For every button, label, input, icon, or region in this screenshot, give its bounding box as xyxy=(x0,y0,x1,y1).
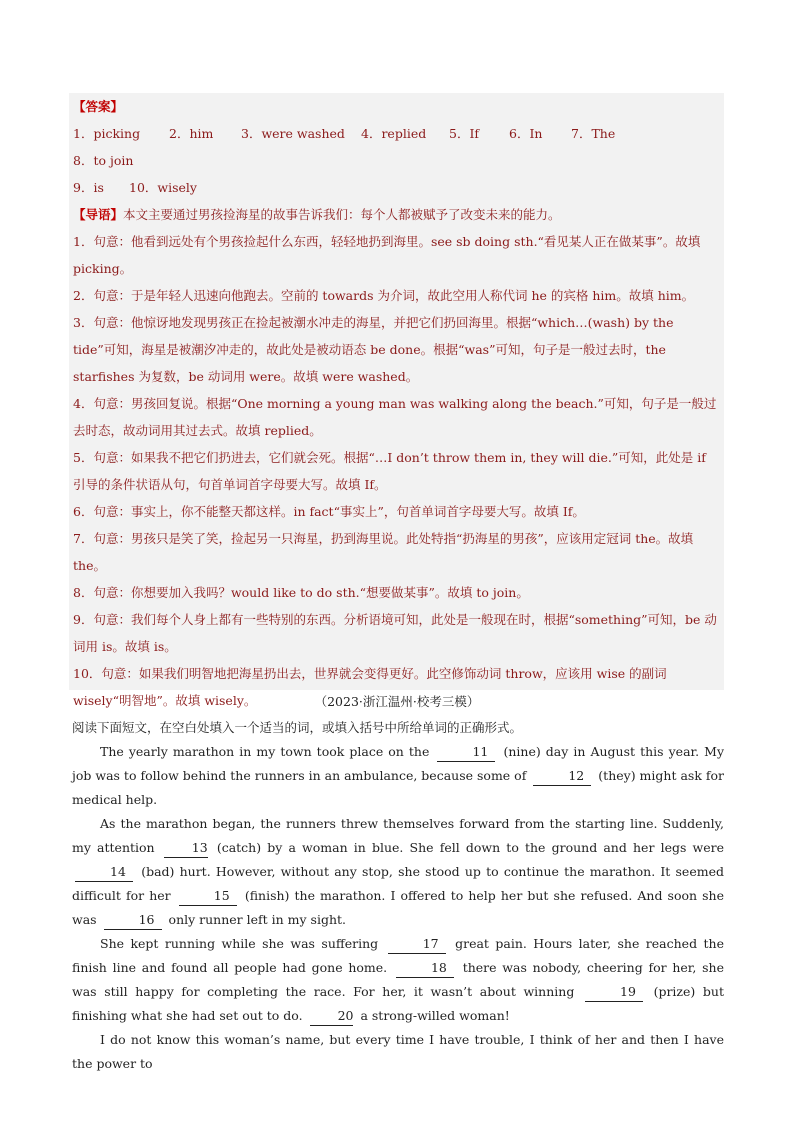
paragraph-3: She kept running while she was suffering 17 great pain. Hours later, she reached the finish line and found all people had gone home. 18 there was nobody, cheering for her, she was still happy for completing the race. For her, it wasn’t about winning 19 (prize) but finishing what she had set out to do. 20 a strong-willed woman! xyxy=(72,932,724,1028)
blank-11[interactable]: 11 xyxy=(437,743,495,762)
paragraph-4: I do not know this woman’s name, but every time I have trouble, I think of her and then I have the power to xyxy=(72,1032,724,1071)
paragraph-1: The yearly marathon in my town took place on the 11 (nine) day in August this year. My job was to follow behind the runners in an ambulance, because some of 12 (they) might ask for medical help. xyxy=(72,744,725,807)
blank-15[interactable]: 15 xyxy=(179,887,237,906)
blank-16[interactable]: 16 xyxy=(104,911,162,930)
explanation-6: 6．句意：事实上，你不能整天都这样。in fact“事实上”，句首单词首字母要大写。故填 If。 xyxy=(73,504,585,519)
explanation-7: 7．句意：男孩只是笑了笑，捡起另一只海星，扔到海里说。此处特指“扔海星的男孩”，应该用定冠词 the。故填 the。 xyxy=(73,531,694,573)
answer-1: 1．picking xyxy=(73,126,141,141)
blank-19[interactable]: 19 xyxy=(585,983,643,1002)
guide-text: 本文主要通过男孩捡海星的故事告诉我们：每个人都被赋予了改变未来的能力。 xyxy=(123,207,561,222)
explanation-3: 3．句意：他惊讶地发现男孩正在捡起被潮水冲走的海星，并把它们扔回海里。根据“which…(wash) by the tide”可知，海星是被潮汐冲走的，故此处是被动语态 be done。根据“was”可知，句子是一般过去时，the starfishes 为复数，be 动词用 were。故填 were washed。 xyxy=(73,315,674,384)
answer-7: 7．The xyxy=(571,126,616,141)
answer-3: 3．were washed xyxy=(241,126,345,141)
blank-12[interactable]: 12 xyxy=(533,767,591,786)
answer-10: 10．wisely xyxy=(129,180,197,195)
question-source: （2023·浙江温州·校考三模） xyxy=(314,694,480,709)
blank-14[interactable]: 14 xyxy=(75,863,133,882)
explanation-4: 4．句意：男孩回复说。根据“One morning a young man was walking along the beach.”可知，句子是一般过去时态，故动词用其过去式。故填 replied。 xyxy=(73,396,717,438)
answer-8: 8．to join xyxy=(73,153,134,168)
instruction: 阅读下面短文，在空白处填入一个适当的词，或填入括号中所给单词的正确形式。 xyxy=(72,720,523,735)
explanation-2: 2．句意：于是年轻人迅速向他跑去。空前的 towards 为介词，故此空用人称代词 he 的宾格 him。故填 him。 xyxy=(73,288,695,303)
answer-2: 2．him xyxy=(169,126,214,141)
blank-17[interactable]: 17 xyxy=(388,935,446,954)
paragraph-2: As the marathon began, the runners threw themselves forward from the starting line. Suddenly, my attention 13 (catch) by a woman in blue. She fell down to the ground and her legs were 14 (bad) hurt. However, without any stop, she stood up to continue the marathon. It seemed difficult for her 15 (finish) the marathon. I offered to help her but she refused. And soon she was 16 only runner left in my sight. xyxy=(72,812,724,932)
answer-row-1 xyxy=(73,120,720,174)
answer-6: 6．In xyxy=(509,126,543,141)
answer-row-2 xyxy=(73,174,720,201)
blank-20[interactable]: 20 xyxy=(310,1007,354,1026)
blank-13[interactable]: 13 xyxy=(164,839,208,858)
answer-9: 9．is xyxy=(73,180,104,195)
cloze-passage xyxy=(72,716,724,1076)
blank-18[interactable]: 18 xyxy=(396,959,454,978)
answer-5: 5．If xyxy=(449,126,480,141)
guide-label: 【导语】 xyxy=(73,207,124,222)
explanation-9: 9．句意：我们每个人身上都有一些特别的东西。分析语境可知，此处是一般现在时，根据“something”可知，be 动词用 is。故填 is。 xyxy=(73,612,717,654)
explanation-10: 10．句意：如果我们明智地把海星扔出去，世界就会变得更好。此空修饰动词 throw，应该用 wise 的副词 wisely“明智地”。故填 wisely。 xyxy=(73,666,667,708)
explanation-5: 5．句意：如果我不把它们扔进去，它们就会死。根据“…I don’t throw them in, they will die.”可知，此处是 if 引导的条件状语从句，句首单词首字母要大写。故填 If。 xyxy=(73,450,706,492)
answer-4: 4．replied xyxy=(361,126,427,141)
answer-header: 【答案】 xyxy=(73,99,124,114)
guide-paragraph xyxy=(73,201,720,228)
explanation-8: 8．句意：你想要加入我吗？would like to do sth.“想要做某事”。故填 to join。 xyxy=(73,585,529,600)
explanation-1: 1．句意：他看到远处有个男孩捡起什么东西，轻轻地扔到海里。see sb doing sth.“看见某人正在做某事”。故填 picking。 xyxy=(73,234,701,276)
